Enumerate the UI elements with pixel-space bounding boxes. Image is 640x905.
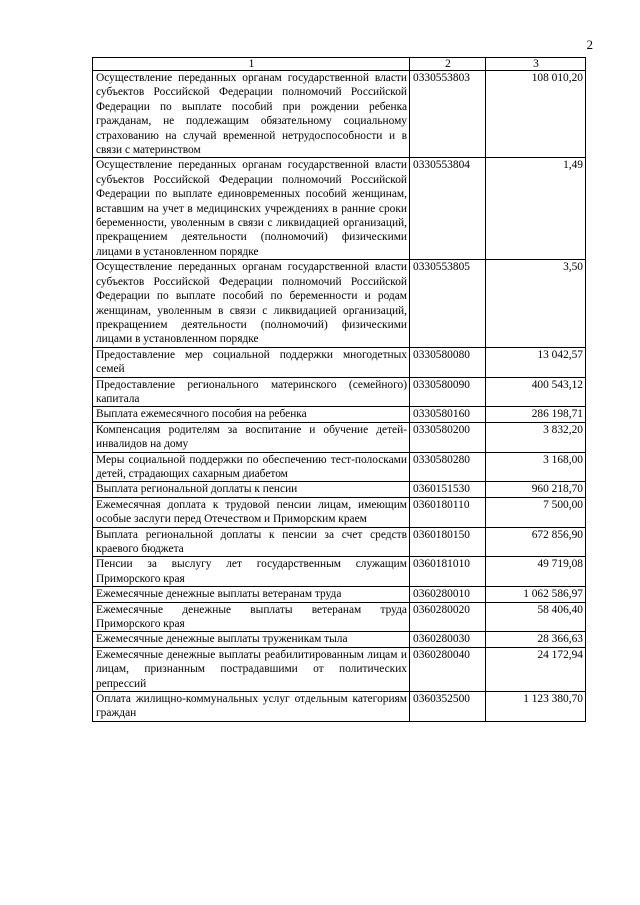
expense-name-cell: Осуществление переданных органам государственной власти субъектов Российской Федерации полномочий Российской Федерации по выплате пособий при рождении ребенка гражданам, не подлежащим обязательному социальному страхованию на случай временной нетрудоспособности и в связи с материнством [93,71,410,158]
table-row [93,260,586,347]
target-code-cell: 0330553805 [410,260,486,347]
expense-name-cell: Ежемесячные денежные выплаты реабилитированным лицам и лицам, признанным пострадавшими от политических репрессий [93,647,410,691]
amount-cell: 49 719,08 [486,557,586,587]
expense-name-cell: Ежемесячная доплата к трудовой пенсии лицам, имеющим особые заслуги перед Отечеством и Приморским краем [93,497,410,527]
table-row [93,407,586,422]
expense-name-cell: Выплата региональной доплаты к пенсии [93,482,410,497]
table-row [93,377,586,407]
target-code-cell: 0360280030 [410,632,486,647]
table-row [93,632,586,647]
expense-name-cell: Ежемесячные денежные выплаты ветеранам труда Приморского края [93,602,410,632]
table-row [93,71,586,158]
target-code-cell: 0360180110 [410,497,486,527]
table-header-row [93,58,586,71]
amount-cell: 3 168,00 [486,452,586,482]
target-code-cell: 0360151530 [410,482,486,497]
target-code-cell: 0330580090 [410,377,486,407]
target-code-cell: 0360180150 [410,527,486,557]
expense-name-cell: Предоставление мер социальной поддержки многодетных семей [93,347,410,377]
amount-cell: 3 832,20 [486,422,586,452]
budget-table [92,57,586,722]
amount-cell: 7 500,00 [486,497,586,527]
amount-cell: 28 366,63 [486,632,586,647]
target-code-cell: 0330580200 [410,422,486,452]
amount-cell: 58 406,40 [486,602,586,632]
expense-name-cell: Ежемесячные денежные выплаты труженикам тыла [93,632,410,647]
column-header-2: 2 [410,58,486,71]
table-row [93,482,586,497]
amount-cell: 960 218,70 [486,482,586,497]
target-code-cell: 0360352500 [410,692,486,722]
table-row [93,527,586,557]
table-row [93,602,586,632]
table-row [93,587,586,602]
amount-cell: 1 062 586,97 [486,587,586,602]
amount-cell: 108 010,20 [486,71,586,158]
table-row [93,692,586,722]
amount-cell: 1,49 [486,158,586,260]
target-code-cell: 0360280040 [410,647,486,691]
target-code-cell: 0330553804 [410,158,486,260]
expense-name-cell: Предоставление регионального материнского (семейного) капитала [93,377,410,407]
expense-name-cell: Выплата региональной доплаты к пенсии за счет средств краевого бюджета [93,527,410,557]
expense-name-cell: Ежемесячные денежные выплаты ветеранам труда [93,587,410,602]
amount-cell: 13 042,57 [486,347,586,377]
table-row [93,422,586,452]
table-body [93,71,586,722]
table-row [93,158,586,260]
target-code-cell: 0360280020 [410,602,486,632]
expense-name-cell: Осуществление переданных органам государственной власти субъектов Российской Федерации полномочий Российской Федерации по выплате пособий по беременности и родам женщинам, уволенным в связи с ликвидацией организаций, прекращением деятельности (полномочий) физическими лицами в установленном порядке [93,260,410,347]
amount-cell: 1 123 380,70 [486,692,586,722]
amount-cell: 3,50 [486,260,586,347]
page-number: 2 [586,37,593,52]
target-code-cell: 0330580280 [410,452,486,482]
table-row [93,347,586,377]
target-code-cell: 0360181010 [410,557,486,587]
table-row [93,452,586,482]
amount-cell: 24 172,94 [486,647,586,691]
target-code-cell: 0330580160 [410,407,486,422]
column-header-3: 3 [486,58,586,71]
column-header-1: 1 [93,58,410,71]
expense-name-cell: Пенсии за выслугу лет государственным служащим Приморского края [93,557,410,587]
expense-name-cell: Компенсация родителям за воспитание и обучение детей-инвалидов на дому [93,422,410,452]
table-row [93,497,586,527]
table-row [93,557,586,587]
expense-name-cell: Осуществление переданных органам государственной власти субъектов Российской Федерации полномочий Российской Федерации по выплате единовременных пособий женщинам, вставшим на учет в медицинских учреждениях в ранние сроки беременности, уволенным в связи с ликвидацией организаций, прекращением деятельности (полномочий) физическими лицами в установленном порядке [93,158,410,260]
expense-name-cell: Оплата жилищно-коммунальных услуг отдельным категориям граждан [93,692,410,722]
table-row [93,647,586,691]
expense-name-cell: Меры социальной поддержки по обеспечению тест-полосками детей, страдающих сахарным диабетом [93,452,410,482]
amount-cell: 286 198,71 [486,407,586,422]
amount-cell: 672 856,90 [486,527,586,557]
amount-cell: 400 543,12 [486,377,586,407]
target-code-cell: 0330553803 [410,71,486,158]
target-code-cell: 0360280010 [410,587,486,602]
target-code-cell: 0330580080 [410,347,486,377]
expense-name-cell: Выплата ежемесячного пособия на ребенка [93,407,410,422]
